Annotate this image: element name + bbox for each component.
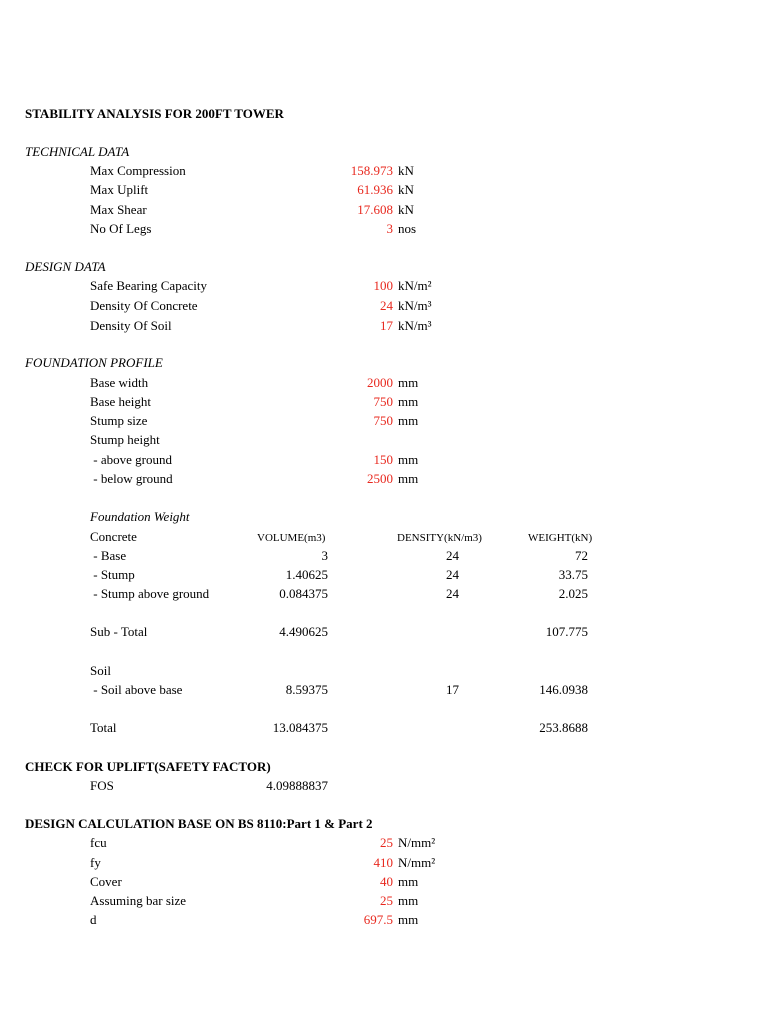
- row-value: 40: [380, 874, 393, 889]
- row-unit: mm: [398, 912, 419, 927]
- row-value: 25: [380, 893, 393, 908]
- table-row-label: - Stump above ground: [90, 586, 210, 601]
- row-unit: mm: [398, 471, 419, 486]
- row-unit: kN: [398, 202, 414, 217]
- row-value: 17.608: [357, 202, 393, 217]
- row-value: 697.5: [363, 912, 393, 927]
- row-label: Stump size: [90, 413, 148, 428]
- row-unit: mm: [398, 375, 419, 390]
- row-label: - below ground: [90, 471, 173, 486]
- row-unit: mm: [398, 394, 419, 409]
- row-value: 150: [373, 452, 393, 467]
- section-heading-design-calculation: DESIGN CALCULATION BASE ON BS 8110:Part 1 & Part 2: [25, 816, 373, 831]
- table-cell-weight: 146.0938: [539, 682, 588, 697]
- row-label: Safe Bearing Capacity: [90, 278, 207, 293]
- column-header-weight: WEIGHT(kN): [528, 532, 593, 544]
- row-value: 61.936: [357, 182, 393, 197]
- row-label: No Of Legs: [90, 221, 152, 236]
- row-value: 17: [380, 318, 393, 333]
- section-heading-foundation-profile: FOUNDATION PROFILE: [25, 355, 163, 370]
- row-value: 750: [373, 394, 393, 409]
- row-value: 750: [373, 413, 393, 428]
- subtotal-weight: 107.775: [545, 624, 588, 639]
- table-cell-weight: 33.75: [558, 567, 588, 582]
- total-weight: 253.8688: [539, 720, 588, 735]
- row-label: fy: [90, 855, 101, 870]
- section-heading-design-data: DESIGN DATA: [25, 259, 106, 274]
- table-cell-volume: 0.084375: [279, 586, 328, 601]
- row-unit: nos: [398, 221, 417, 236]
- row-value: 2500: [367, 471, 393, 486]
- row-value: 2000: [367, 375, 393, 390]
- row-unit: N/mm²: [398, 855, 436, 870]
- row-unit: mm: [398, 413, 419, 428]
- row-unit: mm: [398, 452, 419, 467]
- table-cell-density: 17: [446, 682, 459, 697]
- subtotal-label: Sub - Total: [90, 624, 148, 639]
- row-label: Stump height: [90, 432, 160, 447]
- row-unit: kN/m³: [398, 318, 432, 333]
- table-cell-volume: 8.59375: [285, 682, 328, 697]
- row-label: Base width: [90, 375, 149, 390]
- row-label: Max Shear: [90, 202, 147, 217]
- row-label: Max Uplift: [90, 182, 149, 197]
- table-cell-density: 24: [446, 548, 459, 563]
- table-cell-volume: 1.40625: [285, 567, 328, 582]
- row-unit: mm: [398, 874, 419, 889]
- row-value: 24: [380, 298, 393, 313]
- row-unit: kN: [398, 163, 414, 178]
- row-label: Cover: [90, 874, 122, 889]
- row-label: d: [90, 912, 97, 927]
- row-value: 410: [373, 855, 393, 870]
- page-title: STABILITY ANALYSIS FOR 200FT TOWER: [25, 106, 284, 121]
- row-unit: mm: [398, 893, 419, 908]
- table-cell-density: 24: [446, 586, 459, 601]
- row-unit: N/mm²: [398, 835, 436, 850]
- table-cell-volume: 3: [321, 548, 328, 563]
- soil-label: Soil: [90, 663, 111, 678]
- row-value: 3: [386, 221, 393, 236]
- row-unit: kN/m³: [398, 298, 432, 313]
- row-label: fcu: [90, 835, 107, 850]
- row-unit: kN: [398, 182, 414, 197]
- table-row-label: - Stump: [90, 567, 135, 582]
- fos-label: FOS: [90, 778, 114, 793]
- total-volume: 13.084375: [272, 720, 328, 735]
- table-row-label: - Base: [90, 548, 127, 563]
- table-cell-density: 24: [446, 567, 459, 582]
- row-value: 158.973: [350, 163, 393, 178]
- row-label: Assuming bar size: [90, 893, 187, 908]
- row-label: Max Compression: [90, 163, 186, 178]
- row-unit: kN/m²: [398, 278, 432, 293]
- row-value: 25: [380, 835, 393, 850]
- row-label: Density Of Soil: [90, 318, 172, 333]
- column-header-volume: VOLUME(m3): [257, 532, 326, 544]
- row-label: - above ground: [90, 452, 172, 467]
- column-header-name: Concrete: [90, 529, 137, 544]
- section-heading-uplift-check: CHECK FOR UPLIFT(SAFETY FACTOR): [25, 759, 271, 774]
- table-cell-weight: 72: [575, 548, 588, 563]
- row-value: 100: [373, 278, 393, 293]
- foundation-weight-heading: Foundation Weight: [90, 509, 190, 524]
- section-heading-technical-data: TECHNICAL DATA: [25, 144, 130, 159]
- row-label: Base height: [90, 394, 152, 409]
- table-row-label: - Soil above base: [90, 682, 183, 697]
- column-header-density: DENSITY(kN/m3): [397, 532, 482, 544]
- total-label: Total: [90, 720, 117, 735]
- subtotal-volume: 4.490625: [279, 624, 328, 639]
- table-cell-weight: 2.025: [558, 586, 588, 601]
- row-label: Density Of Concrete: [90, 298, 198, 313]
- fos-value: 4.09888837: [266, 778, 328, 793]
